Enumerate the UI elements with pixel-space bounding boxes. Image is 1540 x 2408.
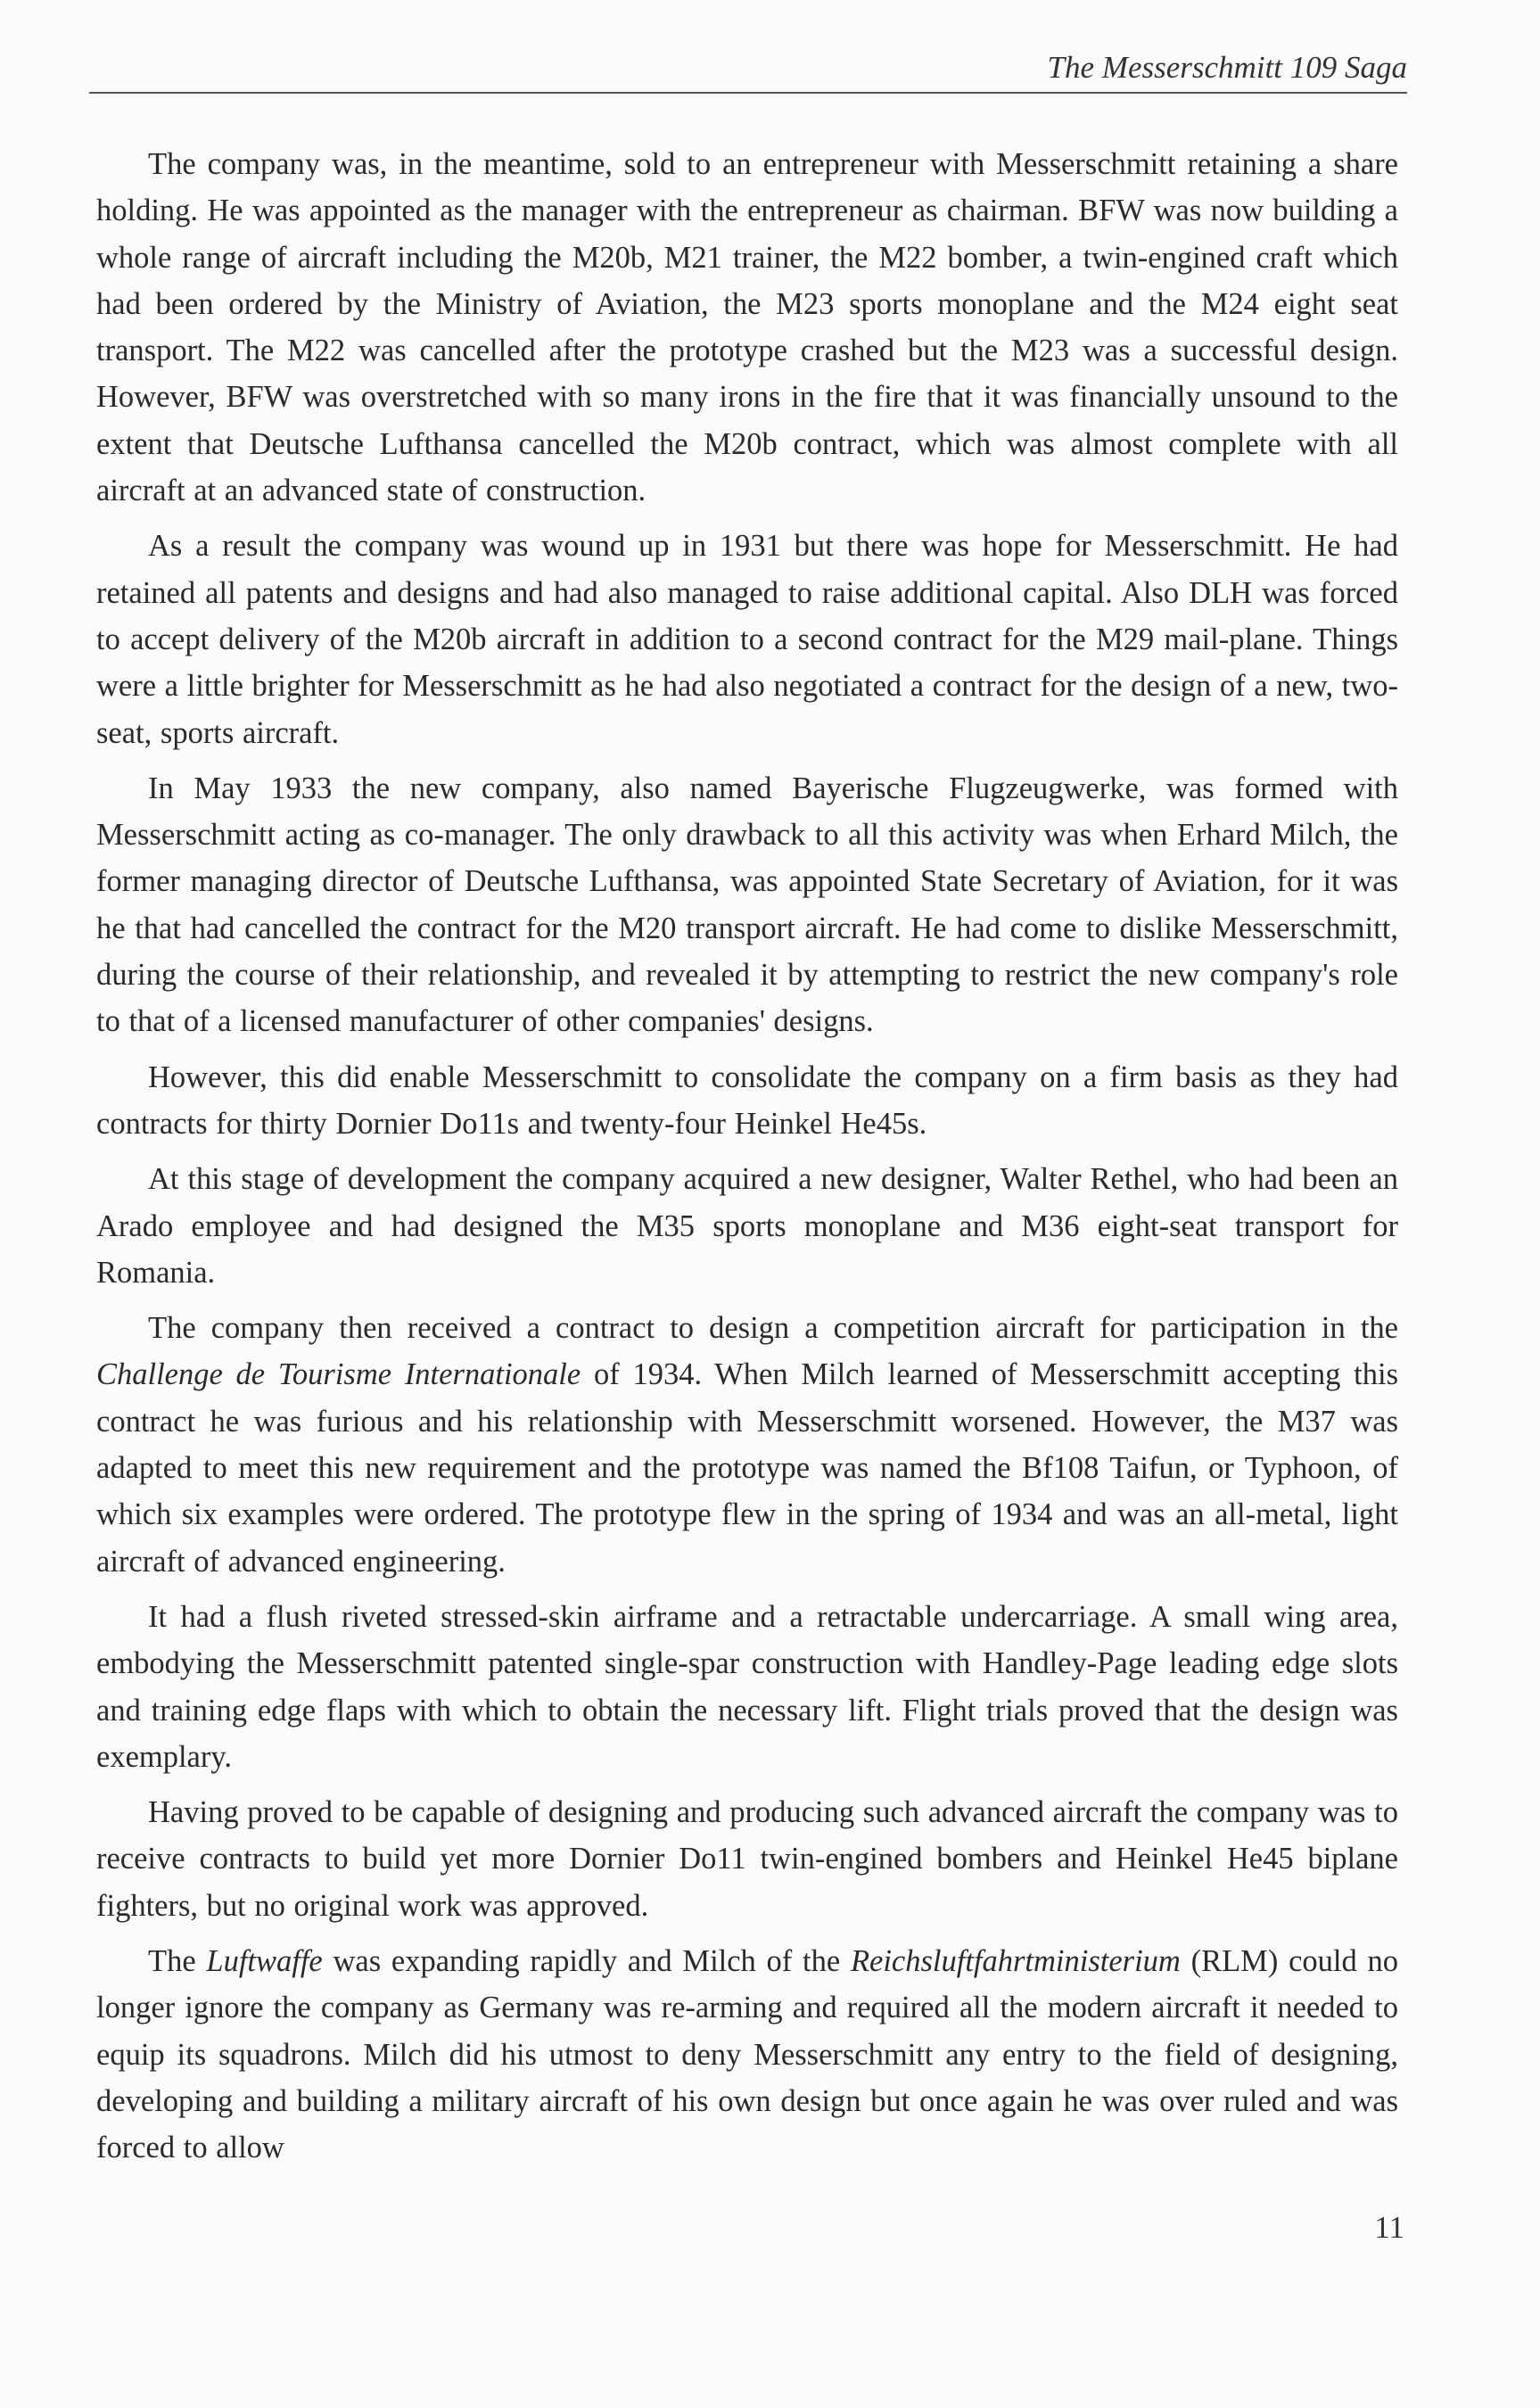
paragraph-text: (RLM) could no longer ignore the company as Germany was re-arming and required all the modern aircraft it needed to equip its squadrons. Milch did his utmost to deny Messerschmitt any entry to the field of designing, developing and building a military aircraft of his own design but once again he was over ruled and was forced to allow: [96, 1943, 1398, 2165]
page-number: 11: [1374, 2210, 1404, 2245]
paragraph-text: Having proved to be capable of designing and producing such advanced aircraft the company was to receive contracts to build yet more Dornier Do11 twin-engined bombers and Heinkel He45 biplane fighters, but no original work was approved.: [96, 1795, 1398, 1923]
paragraph-3: [96, 765, 1398, 1045]
paragraph-7: [96, 1594, 1398, 1780]
italic-term: Luftwaffe: [206, 1943, 323, 1978]
paragraph-text: It had a flush riveted stressed-skin airframe and a retractable undercarriage. A small wing area, embodying the Messerschmitt patented single-spar construction with Handley-Page leading edge slots and training edge flaps with which to obtain the necessary lift. Flight trials proved that the design was exemplary.: [96, 1599, 1398, 1774]
page-header: [89, 43, 1407, 94]
paragraph-5: [96, 1156, 1398, 1296]
italic-title: Challenge de Tourisme Internationale: [96, 1357, 581, 1392]
paragraph-6: [96, 1305, 1398, 1585]
paragraph-8: [96, 1789, 1398, 1929]
paragraph-9: [96, 1938, 1398, 2171]
paragraph-text: of 1934. When Milch learned of Messerschmitt accepting this contract he was furious and his relationship with Messerschmitt worsened. However, the M37 was adapted to meet this new requirement and the prototype was named the Bf108 Taifun, or Typhoon, of which six examples were ordered. The prototype flew in the spring of 1934 and was an all-metal, light aircraft of advanced engineering.: [96, 1357, 1398, 1579]
paragraph-2: [96, 523, 1398, 755]
italic-term: Reichsluftfahrtministerium: [850, 1943, 1181, 1978]
paragraph-text: The: [148, 1943, 207, 1978]
paragraph-text: At this stage of development the company acquired a new designer, Walter Rethel, who had been an Arado employee and had designed the M35 sports monoplane and M36 eight-seat transport for Romania.: [96, 1162, 1398, 1290]
paragraph-text: In May 1933 the new company, also named Bayerische Flugzeugwerke, was formed with Messerschmitt acting as co-manager. The only drawback to all this activity was when Erhard Milch, the former managing director of Deutsche Lufthansa, was appointed State Secretary of Aviation, for it was he that had cancelled the contract for the M20 transport aircraft. He had come to dislike Messerschmitt, during the course of their relationship, and revealed it by attempting to restrict the new company's role to that of a licensed manufacturer of other companies' designs.: [96, 771, 1398, 1039]
paragraph-text: The company was, in the meantime, sold to an entrepreneur with Messerschmitt retaining a share holding. He was appointed as the manager with the entrepreneur as chairman. BFW was now building a whole range of aircraft including the M20b, M21 trainer, the M22 bomber, a twin-engined craft which had been ordered by the Ministry of Aviation, the M23 sports monoplane and the M24 eight seat transport. The M22 was cancelled after the prototype crashed but the M23 was a successful design. However, BFW was overstretched with so many irons in the fire that it was financially unsound to the extent that Deutsche Lufthansa cancelled the M20b contract, which was almost complete with all aircraft at an advanced state of construction.: [96, 147, 1398, 508]
paragraph-text: As a result the company was wound up in 1931 but there was hope for Messerschmitt. He had retained all patents and designs and had also managed to raise additional capital. Also DLH was forced to accept delivery of the M20b aircraft in addition to a second contract for the M29 mail-plane. Things were a little brighter for Messerschmitt as he had also negotiated a contract for the design of a new, two-seat, sports aircraft.: [96, 529, 1398, 750]
paragraph-1: [96, 141, 1398, 514]
paragraph-4: [96, 1054, 1398, 1148]
body-text: [96, 141, 1398, 2180]
paragraph-text: was expanding rapidly and Milch of the: [322, 1943, 851, 1978]
paragraph-text: However, this did enable Messerschmitt to consolidate the company on a firm basis as they had contracts for thirty Dornier Do11s and twenty-four Heinkel He45s.: [96, 1060, 1398, 1141]
paragraph-text: The company then received a contract to design a competition aircraft for participation in the: [148, 1311, 1398, 1346]
running-title: The Messerschmitt 109 Saga: [1047, 50, 1407, 85]
